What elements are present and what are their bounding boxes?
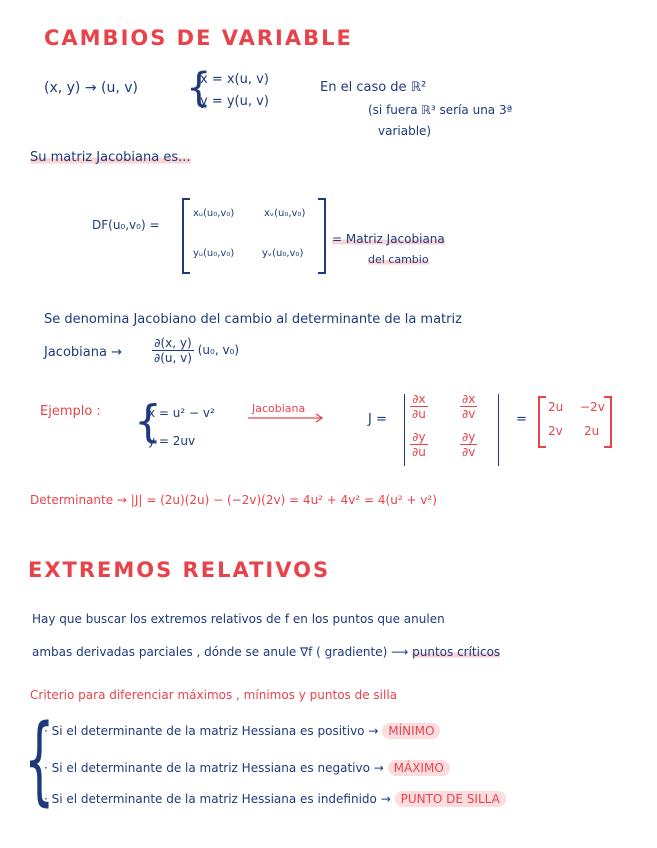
equals-sign: = bbox=[516, 412, 527, 427]
minimo-badge: MÍNIMO bbox=[382, 723, 440, 739]
note-line-3: variable) bbox=[378, 124, 432, 138]
equation-x: x = x(u, v) bbox=[200, 72, 269, 87]
section-title-cambios: CAMBIOS DE VARIABLE bbox=[44, 26, 353, 50]
partial-xu: $\frac{\partial x}{\partial u}$ bbox=[412, 392, 426, 421]
result-left-bracket bbox=[538, 396, 546, 448]
extremos-paragraph-1: Hay que buscar los extremos relativos de f en los puntos que anulen bbox=[32, 612, 445, 626]
note-line-2: (si fuera ℝ³ sería una 3ª bbox=[368, 103, 513, 117]
equation-y: y = y(u, v) bbox=[200, 94, 269, 109]
partial-yv: $\frac{\partial y}{\partial v}$ bbox=[462, 430, 476, 459]
partial-fraction: $\frac{\partial(x, y)}{\partial(u, v)}$ (u₀, v₀) bbox=[154, 336, 240, 365]
partial-yu: $\frac{\partial y}{\partial u}$ bbox=[412, 430, 426, 459]
brace-icon: { bbox=[186, 65, 212, 111]
determinante-line: Determinante → |J| = (2u)(2u) − (−2v)(2v) = 4u² + 4v² = 4(u² + v²) bbox=[30, 493, 437, 507]
punto-silla-badge: PUNTO DE SILLA bbox=[395, 791, 506, 807]
result-right-bracket bbox=[604, 396, 612, 448]
puntos-criticos-highlight: puntos críticos bbox=[412, 645, 501, 659]
matriz-jacobiana-label: = Matriz Jacobiana bbox=[332, 232, 445, 246]
result-cell-21: 2v bbox=[548, 424, 563, 438]
ejemplo-label: Ejemplo : bbox=[40, 404, 101, 419]
criterio-item-silla: · Si el determinante de la matriz Hessiana es indefinido → PUNTO DE SILLA bbox=[44, 792, 506, 806]
ejemplo-eq-y: y = 2uv bbox=[148, 434, 196, 448]
det-right-bar bbox=[498, 394, 499, 466]
jacobiana-arrow-label: Jacobiana bbox=[252, 402, 306, 415]
criterio-item-maximo: · Si el determinante de la matriz Hessiana es negativo → MÁXIMO bbox=[44, 761, 450, 775]
j-label: J = bbox=[368, 412, 387, 427]
matrix-cell-12: xᵥ(u₀,v₀) bbox=[264, 208, 306, 219]
ejemplo-brace-icon: { bbox=[134, 396, 162, 447]
matrix-cell-21: yᵤ(u₀,v₀) bbox=[193, 248, 235, 259]
del-cambio-label: del cambio bbox=[368, 253, 429, 266]
det-left-bar bbox=[404, 394, 405, 466]
result-cell-11: 2u bbox=[548, 400, 564, 414]
jacobiana-arrow-text: Jacobiana → bbox=[44, 345, 122, 360]
note-line-1: En el caso de ℝ² bbox=[320, 80, 427, 95]
df-label: DF(u₀,v₀) = bbox=[92, 218, 160, 232]
su-matriz-text: Su matriz Jacobiana es... bbox=[30, 150, 191, 165]
section-title-extremos: EXTREMOS RELATIVOS bbox=[28, 558, 331, 582]
matrix-cell-11: xᵤ(u₀,v₀) bbox=[193, 208, 235, 219]
mapping-text: (x, y) → (u, v) bbox=[44, 80, 139, 96]
partial-xv: $\frac{\partial x}{\partial v}$ bbox=[462, 392, 476, 421]
criterio-item-minimo: · Si el determinante de la matriz Hessiana es positivo → MÍNIMO bbox=[44, 724, 440, 738]
ejemplo-eq-x: x = u² − v² bbox=[148, 406, 215, 420]
criteria-brace-icon: { bbox=[24, 704, 55, 816]
maximo-badge: MÁXIMO bbox=[388, 760, 450, 776]
extremos-paragraph-2: ambas derivadas parciales , dónde se anule ∇f ( gradiente) ⟶ puntos críticos bbox=[32, 645, 501, 659]
criterio-heading: Criterio para diferenciar máximos , mínimos y puntos de silla bbox=[30, 688, 398, 702]
result-cell-22: 2u bbox=[584, 424, 600, 438]
matrix-cell-22: yᵥ(u₀,v₀) bbox=[262, 248, 304, 259]
result-cell-12: −2v bbox=[580, 400, 605, 414]
se-denomina-text: Se denomina Jacobiano del cambio al determinante de la matriz bbox=[44, 312, 462, 327]
